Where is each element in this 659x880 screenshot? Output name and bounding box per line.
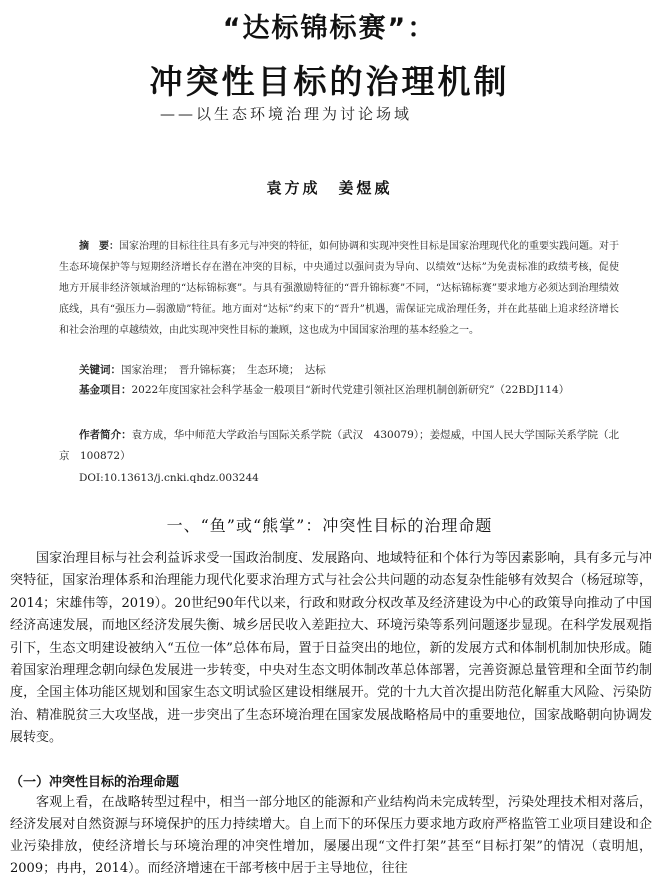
section-1-title: 一、“鱼”或“熊掌”：冲突性目标的治理命题 [166, 516, 493, 535]
keywords-label: 关键词： [79, 364, 121, 376]
abstract-text: 国家治理的目标往往具有多元与冲突的特征，如何协调和实现冲突性目标是国家治理现代化的重要实践问题。对于生态环境保护等与短期经济增长存在潜在冲突的目标，中央通过以强问责为导向、以绩效“达标”为免责标准的政绩考核，促使地方开展非经济领域治理的“达标锦标赛”。与具有强激励特征的“晋升锦标赛”不同，“达标锦标赛”要求地方必须达到治理绩效底线，具有“强压力—弱激励”特征。地方面对“达标”约束下的“晋升”机遇，需保证完成治理任务，并在此基础上追求经济增长和社会治理的卓越绩效，由此实现冲突性目标的兼顾，这也成为中国国家治理的基本经验之一。 [59, 241, 619, 336]
body-paragraph-2: 客观上看，在战略转型过程中，相当一部分地区的能源和产业结构尚未完成转型，污染处理技术相对落后，经济发展对自然资源与环境保护的压力持续增大。自上而下的环保压力要求地方政府严格监管工业项目建设和企业污染排放，使经济增长与环境治理的冲突性增加，屡屡出现“文件打架”甚至“目标打架”的情况（袁明旭，2009；冉冉，2014）。而经济增速在干部考核中居于主导地位，往往 [10, 795, 652, 876]
paper-title-line2: 冲突性目标的治理机制 [149, 62, 510, 101]
fund-text: 2022年度国家社会科学基金一般项目“新时代党建引领社区治理机制创新研究”（22BDJ114） [131, 384, 570, 396]
author-info [59, 425, 619, 467]
abstract [59, 236, 619, 341]
abstract-label: 摘 要： [79, 241, 119, 252]
keywords [79, 360, 619, 381]
fund-label: 基金项目： [79, 384, 132, 396]
paper-subtitle: ——以生态环境治理为讨论场域 [160, 105, 413, 123]
keywords-text: 国家治理； 晋升锦标赛； 生态环境； 达标 [121, 364, 326, 376]
about-label: 作者简介： [79, 429, 132, 441]
body-paragraph-1: 国家治理目标与社会利益诉求受一国政治制度、发展路向、地域特征和个体行为等因素影响，具有多元与冲突特征，国家治理体系和治理能力现代化要求治理方式与社会公共问题的动态复杂性能够有效契合（杨冠琼等，2014；宋雄伟等，2019）。20世纪90年代以来，行政和财政分权改革及经济建设为中心的政策导向推动了中国经济高速发展，而地区经济发展失衡、城乡居民收入差距拉大、环境污染等系列问题逐步显现。在科学发展观指引下，生态文明建设被纳入“五位一体”总体布局，置于日益突出的地位，新的发展方式和体制机制加快形成。随着国家治理理念朝向绿色发展进一步转变，中央对生态文明体制改革总体部署，完善资源总量管理和全面节约制度，全国主体功能区规划和国家生态文明试验区建设相继展开。党的十九大首次提出防范化解重大风险、污染防治、精准脱贫三大攻坚战，进一步突出了生态环境治理在国家发展战略格局中的重要地位，国家战略朝向协调发展转变。 [10, 551, 652, 746]
fund-info [59, 380, 619, 401]
paper-authors: 袁方成 姜煜威 [266, 179, 393, 197]
about-text: 袁方成，华中师范大学政治与国际关系学院（武汉 430079）；姜煜威，中国人民大学国际关系学院（北京 100872） [59, 429, 619, 462]
paper-title-line1: “达标锦标赛”： [222, 13, 437, 44]
doi: DOI:10.13613/j.cnki.qhdz.003244 [79, 472, 259, 484]
subsection-1-title: （一）冲突性目标的治理命题 [10, 775, 180, 790]
